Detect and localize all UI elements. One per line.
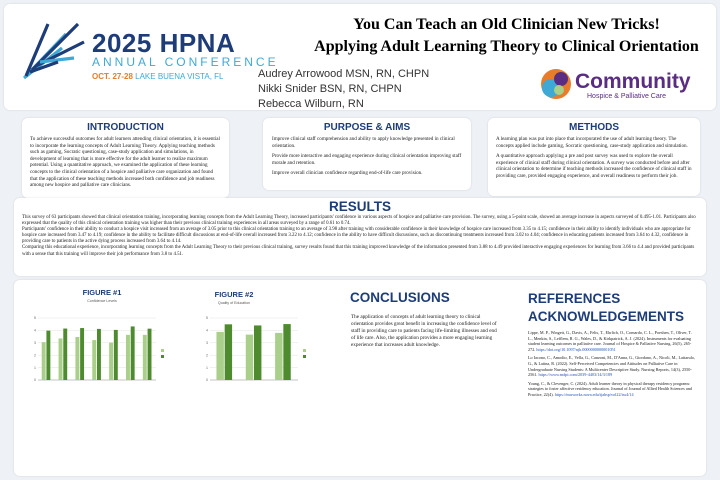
- introduction-panel: [22, 118, 229, 198]
- bar-series-2: [254, 325, 261, 380]
- y-tick-label: 3: [34, 341, 36, 345]
- purpose-aim-3: Improve overall clinician confidence regarding end-of-life care provision.: [272, 170, 423, 177]
- bar-series-2: [114, 330, 118, 380]
- reference-link[interactable]: https://doi.org/10.1097/njh.0000000000001051: [536, 346, 616, 352]
- results-paragraph-1: This survey of 63 participants showed that clinical orientation training, incorporating learning concepts from the Adult Learning Theory, increased participants' confidence in various aspects of hospice and palliative care provision. The survey, using a 5-point scale, showed an average increase in aspects surveyed of 0.495-1.01. Participants also expressed that the quality of this clinical orientation training was higher than their previous clinical training experiences in all areas surveyed by a range of 0.61 to 0.74.: [22, 215, 696, 227]
- y-tick-label: 5: [34, 316, 36, 321]
- author-1: Audrey Arrowood MSN, RN, CHPN: [258, 68, 430, 80]
- conclusions-title: CONCLUSIONS: [350, 290, 450, 305]
- y-tick-label: 0: [34, 378, 36, 383]
- conference-year: 2025 HPNA: [92, 28, 236, 58]
- y-tick-label: 2: [206, 353, 208, 358]
- bar-series-1: [92, 340, 96, 380]
- y-tick-label: 4: [206, 328, 208, 333]
- bar-series-1: [75, 337, 79, 380]
- bar-series-1: [216, 332, 223, 380]
- figure1-title: FIGURE #1: [82, 288, 122, 297]
- methods-panel: [488, 118, 700, 196]
- author-2: Nikki Snider BSN, RN, CHPN: [258, 83, 402, 95]
- reference-item: Lippe, M. P., Wingett, G., Davis, A., Felts, T., Ehrlich, O., Cornardo, C. L., Poeshen, T., Oliver, T. L., Menkin, S., Lefflem, R. G., Wales, D., & Kirkpatrick, A. J. (2024). Instruments for evaluating student learning outcomes in palliative care. Journal of Hospice & Palliative Nursing, 26(5), 265-272. https://doi.org/10.1097/njh.0000000000001051: [528, 330, 692, 352]
- poster-title-line1: You Can Teach an Old Clinician New Tricks!: [353, 16, 660, 33]
- bar-series-2: [63, 329, 67, 380]
- y-tick-label: 1: [34, 365, 36, 370]
- poster-header: [4, 4, 716, 110]
- results-panel: [14, 198, 706, 276]
- conference-logo-icon: [18, 18, 90, 90]
- figure1-chart: [18, 304, 188, 414]
- figure2-title: FIGURE #2: [214, 290, 254, 299]
- author-3: Rebecca Wilburn, RN: [258, 98, 364, 110]
- references-title-line2: ACKNOWLEDGEMENTS: [528, 309, 684, 324]
- legend-swatch-series-2: [161, 355, 164, 358]
- results-title: RESULTS: [328, 199, 391, 214]
- y-tick-label: 1: [206, 365, 208, 370]
- bottom-panel: [14, 280, 706, 476]
- purpose-title: PURPOSE & AIMS: [323, 122, 411, 133]
- references-title: [528, 290, 684, 326]
- bar-series-2: [80, 328, 84, 380]
- purpose-panel: [263, 118, 471, 190]
- reference-item: Lo Iacono, C., Amodio, E., Vella, G., Canzoni, M., D'Anna, G., Giordano, A., Nicoli, M., Lattarulo, G., & Latina, R. (2022). Self-Perceived Competencies and Attitudes on Palliative Care in Undergraduate Nursing Students: A Multicenter Descriptive Study. Nursing Reports, 14(3), 2550-2561. https://www.mdpi.com/2039-4403/14/3/189: [528, 355, 695, 378]
- legend-swatch-series-1: [161, 349, 164, 352]
- reference-link[interactable]: https://nsuworks.nova.edu/ijahsp/vol22/iss4/14: [554, 391, 634, 397]
- bar-series-2: [148, 329, 152, 380]
- bar-series-2: [131, 326, 135, 380]
- org-name: Community: [575, 70, 691, 93]
- y-tick-label: 2: [34, 353, 36, 358]
- bar-series-1: [109, 343, 113, 380]
- legend-swatch-series-2: [303, 355, 306, 358]
- bar-series-1: [42, 342, 46, 380]
- methods-title: METHODS: [569, 122, 619, 133]
- conference-place: LAKE BUENA VISTA, FL: [135, 72, 224, 81]
- bar-series-2: [46, 331, 50, 380]
- y-tick-label: 4: [34, 328, 36, 333]
- reference-item: Young, C., & Clevenger, C. (2024). Adult learner theory in physical therapy residency programs: strategies to foster affective residency education. Journal of Journal of Allied Health Sciences and Practice, 22(4). https://nsuworks.nova.edu/ijahsp/vol22/iss4/14: [528, 380, 692, 397]
- bar-series-1: [59, 338, 63, 380]
- bar-series-1: [246, 335, 253, 380]
- bar-series-1: [143, 335, 147, 380]
- figure1-subtitle: Confidence Levels: [87, 299, 117, 303]
- bar-series-1: [126, 335, 130, 380]
- introduction-title: INTRODUCTION: [87, 122, 164, 133]
- results-paragraph-3: Comparing this educational experience, incorporating learning concepts from the Adult Learning Theory to their previous clinical training, survey results found that this training improved knowledge of the information presented from 3.88 to 4.49 provided interactive engaging experiences for learning from 3.66 to 4.4 and provided participants with a sense that this training will improve their job performance from 3.8 to 4.51.: [22, 245, 695, 257]
- methods-paragraph-1: A learning plan was put into place that incorporated the use of adult learning theory. The concepts applied include gaming, Socratic questioning, case-study application and simulation.: [496, 136, 688, 149]
- methods-paragraph-2: A quantitative approach applying a pre and post survey was used to explore the overall experience of clinical staff during clinical orientation. A survey was conducted before and after clinical orientation to determine if teaching methods increased the confidence of clinical staff in providing care, provided engaging experience, and overall readiness to perform their job.: [496, 153, 692, 179]
- community-logo-icon: [538, 66, 574, 102]
- conclusions-text: The application of concepts of adult learning theory to clinical orientation provides great benefit in increasing the confidence level of staff in providing care to patients facing life-limiting illnesses and end of life care. Also, the application provides a more engaging learning experience that increases adult knowledge.: [351, 314, 497, 348]
- reference-link[interactable]: https://www.mdpi.com/2039-4403/14/3/189: [538, 372, 613, 378]
- bar-series-2: [97, 329, 101, 380]
- org-subtitle: Hospice & Palliative Care: [587, 93, 666, 100]
- bar-series-2: [225, 324, 232, 380]
- conference-name: ANNUAL CONFERENCE: [92, 55, 279, 69]
- references-title-line1: REFERENCES: [528, 291, 621, 306]
- purpose-aim-2: Provide more interactive and engaging experience during clinical orientation improving staff morale and retention.: [272, 153, 462, 166]
- results-paragraph-2: Participants' confidence in their ability to conduct a hospice visit increased from an average of 3.05 prior to this clinical orientation training to an average of 3.98 after training with considerable confidence in their knowledge of hospice care increased from 3.35 to 4.15; confidence in their ability to identify individuals who are appropriate for hospice care increased from 3.47 to 4.19; confidence in the ability to facilitate difficult discussions at end-of-life overall increased from 3.22 to 4.12; confidence in the ability to have difficult discussions, such as discontinuing treatments increased from 3.02 to 4.04; confidence in educating patients increased from 3.64 to 4.32, confidence in providing care to patients in the active dying process increased from 3.64 to 4.14.: [22, 227, 691, 245]
- introduction-text: To achieve successful outcomes for adult learners attending clinical orientation, it is essential to incorporate the learning concepts of Adult Learning Theory. Applying teaching methods such as gaming, Socratic questioning, case-study application and simulations, in development of learning that is more effective for the adult learner to realize maximum potential. Using a quantitative approach, we examined the application of these learning concepts to the clinical orientation of a hospice and palliative care organization and found that the application of these teaching methods increased both confidence and job readiness among new hospice and palliative care clinicians.: [30, 136, 220, 189]
- conference-date-line: [92, 72, 223, 81]
- y-tick-label: 5: [206, 316, 208, 321]
- legend-swatch-series-1: [303, 349, 306, 352]
- y-tick-label: 0: [206, 378, 208, 383]
- bar-series-1: [275, 333, 282, 380]
- bar-series-2: [283, 324, 290, 380]
- figure2-subtitle: Quality of Education: [217, 301, 251, 305]
- purpose-aim-1: Improve clinical staff comprehension and ability to apply knowledge presented in clinical orientation.: [272, 136, 455, 149]
- conference-date: OCT. 27-28: [92, 72, 133, 81]
- y-tick-label: 3: [206, 341, 208, 345]
- poster-title-line2: Applying Adult Learning Theory to Clinical Orientation: [314, 38, 699, 55]
- figure2-chart: [194, 308, 334, 418]
